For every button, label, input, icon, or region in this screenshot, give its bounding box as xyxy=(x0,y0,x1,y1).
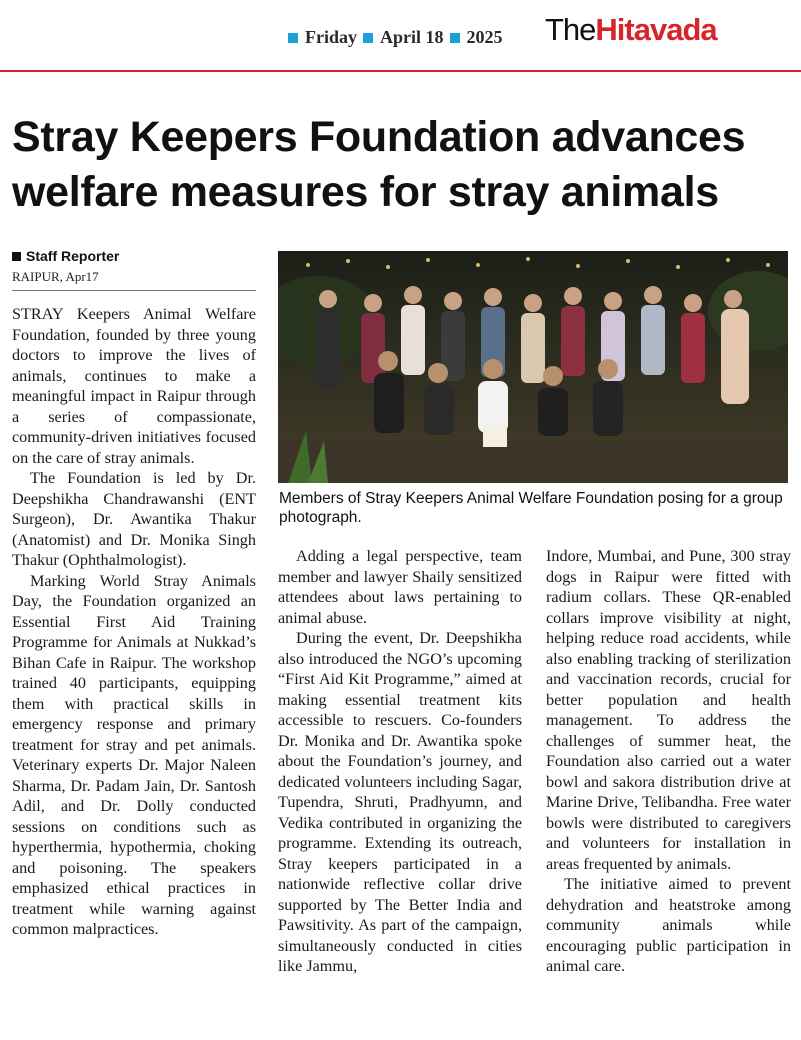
photo-caption: Members of Stray Keepers Animal Welfare Foundation posing for a group photograph. xyxy=(279,490,783,526)
article-column-3 xyxy=(546,546,791,977)
bullet-square-icon xyxy=(450,33,460,43)
byline-divider xyxy=(12,290,256,291)
paragraph: STRAY Keepers Animal Welfare Foundation, founded by three young doctors to improve the lives of animals, continues to make a meaningful impact in Raipur through a series of compassionate, community-driven initiatives focused on the care of stray animals. xyxy=(12,305,256,467)
paragraph: The initiative aimed to prevent dehydration and heatstroke among community animals while encouraging public participation in animal care. xyxy=(546,875,791,975)
paragraph: The Foundation is led by Dr. Deepshikha Chandrawanshi (ENT Surgeon), Dr. Awantika Thakur (Anatomist) and Dr. Monika Singh Thakur (Ophthalmologist). xyxy=(12,469,256,569)
paragraph: Marking World Stray Animals Day, the Foundation organized an Essential First Aid Training Programme for Animals at Nukkad’s Bihan Cafe in Raipur. The workshop trained 40 participants, equipping them with practical skills in emergency response and primary treatment for stray and pet animals. Veterinary experts Dr. Major Naleen Sharma, Dr. Padam Jain, Dr. Santosh Adil, and Dr. Dolly conducted sessions on conditions such as hyperthermia, hypothermia, choking and poisoning. The speakers emphasized ethical practices in treatment while warning against common malpractices. xyxy=(12,571,256,938)
masthead-divider xyxy=(0,70,801,72)
article-dateline: RAIPUR, Apr17 xyxy=(12,269,99,284)
logo-the: The xyxy=(545,12,596,47)
issue-day: Friday xyxy=(305,27,357,47)
article-column-1 xyxy=(12,304,256,940)
masthead xyxy=(0,0,801,72)
newspaper-logo xyxy=(545,12,717,48)
issue-year: 2025 xyxy=(466,27,503,47)
group-photo-illustration xyxy=(278,251,788,483)
issue-dateline xyxy=(288,27,503,48)
paragraph: Adding a legal perspective, team member and lawyer Shaily sensitized attendees about laws pertaining to animal abuse. xyxy=(278,547,522,627)
byline-square-icon xyxy=(12,252,21,261)
byline-text: Staff Reporter xyxy=(26,248,120,264)
group-photo xyxy=(278,251,788,483)
headline-line-1: Stray Keepers Foundation advances xyxy=(12,113,746,161)
logo-name: Hitavada xyxy=(595,12,717,47)
paragraph: During the event, Dr. Deepshikha also introduced the NGO’s upcoming “First Aid Kit Programme,” aimed at making essential treatment kits accessible to rescuers. Co-founders Dr. Monika and Dr. Awantika spoke about the Foundation’s journey, and dedicated volunteers including Sagar, Tupendra, Shruti, Pradhyumn, and Vedika contributed in organizing the programme. Extending its outreach, Stray keepers participated in a nationwide reflective collar drive supported by The Better India and Pawsitivity. As part of the campaign, simultaneously conducted in cities like Jammu, xyxy=(278,629,522,975)
byline xyxy=(12,248,119,264)
article-column-2 xyxy=(278,546,522,977)
article-headline xyxy=(12,110,792,220)
bullet-square-icon xyxy=(363,33,373,43)
headline-line-2: welfare measures for stray animals xyxy=(12,168,719,216)
bullet-square-icon xyxy=(288,33,298,43)
issue-date: April 18 xyxy=(380,27,444,47)
paragraph: Indore, Mumbai, and Pune, 300 stray dogs in Raipur were fitted with radium collars. These QR-enabled collars improve visibility at night, helping reduce road accidents, while also enabling tracking of sterilization and vaccination records, crucial for better population and health management. To address the challenges of summer heat, the Foundation also carried out a water bowl and sakora distribution drive at Marine Drive, Telibandha. Free water bowls were distributed to caregivers and volunteers for installation in areas frequented by animals. xyxy=(546,547,791,873)
